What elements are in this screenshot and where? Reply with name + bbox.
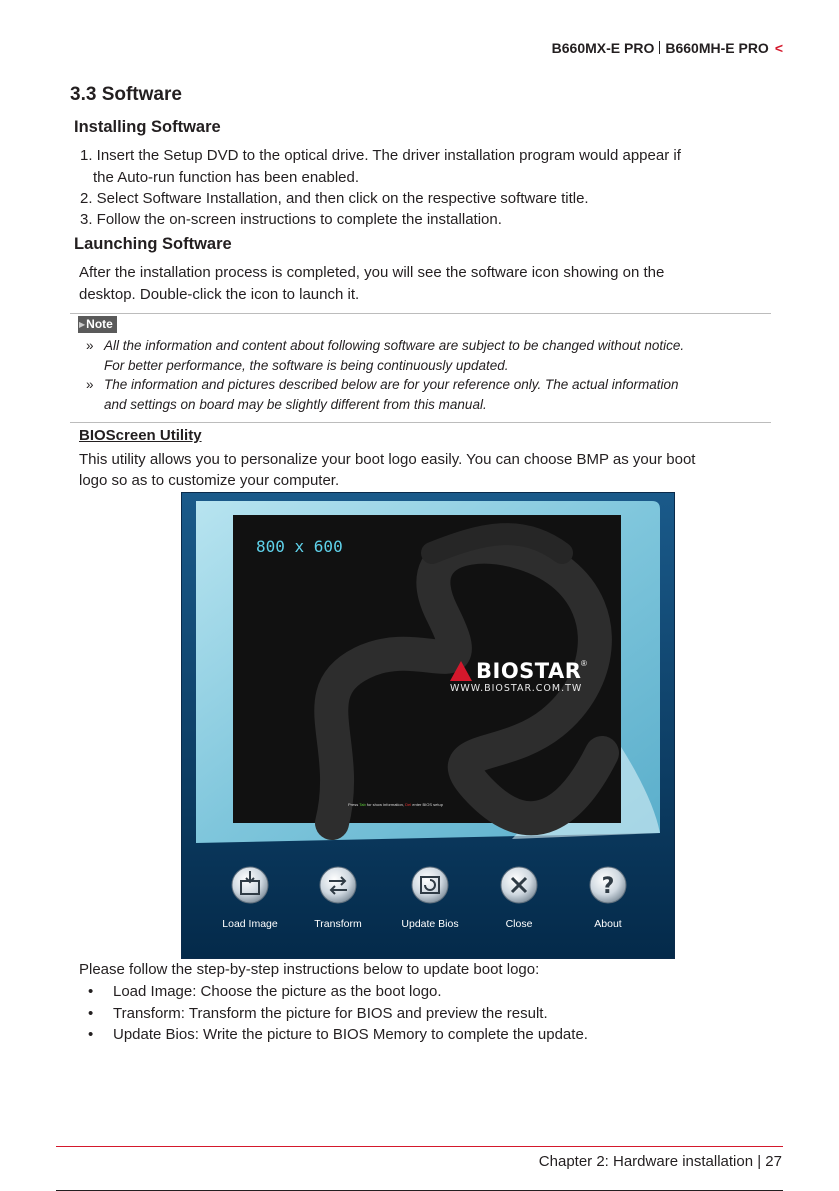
chevron-left-icon: < (774, 40, 783, 56)
note-item-2-line-1: The information and pictures described below are for your reference only. The actual information (104, 377, 679, 392)
installing-software-heading: Installing Software (74, 118, 221, 136)
note-marker: » (86, 377, 94, 392)
launching-text-line-1: After the installation process is completed, you will see the software icon showing on the (79, 264, 665, 281)
install-step-1-cont: the Auto-run function has been enabled. (93, 169, 360, 186)
section-title: 3.3 Software (70, 84, 182, 105)
model-name-left: B660MX-E PRO (551, 40, 655, 56)
update-bios-icon (410, 865, 450, 905)
footer-chapter-page: Chapter 2: Hardware installation | 27 (538, 1153, 782, 1170)
load-image-icon (230, 865, 270, 905)
install-step-3: 3. Follow the on-screen instructions to complete the installation. (80, 211, 502, 228)
biostar-url: WWW.BIOSTAR.COM.TW (450, 683, 583, 694)
load-image-button[interactable] (222, 865, 278, 930)
update-bios-button[interactable] (400, 865, 460, 930)
header-separator (659, 41, 660, 54)
model-name-right: B660MH-E PRO (665, 40, 769, 56)
instruction-item-load-image: • Load Image: Choose the picture as the boot logo. (88, 981, 442, 1003)
transform-icon (318, 865, 358, 905)
bullet-icon: • (88, 1005, 94, 1022)
instruction-item-transform: • Transform: Transform the picture for BIOS and preview the result. (88, 1003, 548, 1025)
note-item-1-line-1: All the information and content about following software are subject to be changed without notice. (104, 338, 685, 353)
install-step-2: 2. Select Software Installation, and then click on the respective software title. (80, 190, 589, 207)
bioscreen-text-line-2: logo so as to customize your computer. (79, 472, 340, 489)
resolution-label: 800 x 600 (256, 537, 343, 556)
launching-text-line-2: desktop. Double-click the icon to launch it. (79, 286, 360, 303)
svg-text:?: ? (601, 874, 615, 899)
bioscreen-utility-screenshot: 800 x 600 BIOSTAR ® WWW.BIOSTAR.COM.TW Press Tab for show information, Del enter BIOS setup Load Image Transform Update Bios Close ? About (181, 492, 675, 959)
bioscreen-text-line-1: This utility allows you to personalize your boot logo easily. You can choose BMP as your boot (79, 451, 696, 468)
about-label: About (594, 918, 622, 930)
load-image-label: Load Image (222, 918, 278, 930)
transform-button[interactable] (310, 865, 366, 930)
close-label: Close (505, 918, 533, 930)
note-item-2 (86, 375, 766, 415)
bullet-icon: • (88, 1026, 94, 1043)
page-header-model (552, 40, 783, 56)
note-item-2-line-2: and settings on board may be slightly different from this manual. (104, 397, 487, 412)
close-button[interactable] (491, 865, 547, 930)
update-bios-label: Update Bios (401, 918, 459, 930)
note-label: ▶Note (78, 316, 117, 333)
triangle-right-icon: ▶ (79, 320, 86, 329)
note-marker: » (86, 338, 94, 353)
about-icon (588, 865, 628, 905)
close-icon (499, 865, 539, 905)
transform-label: Transform (314, 918, 362, 930)
about-button[interactable] (580, 865, 636, 930)
launching-software-heading: Launching Software (74, 235, 232, 253)
instruction-item-update-bios: • Update Bios: Write the picture to BIOS Memory to complete the update. (88, 1024, 588, 1046)
instructions-intro: Please follow the step-by-step instructions below to update boot logo: (79, 961, 540, 978)
install-step-1: 1. Insert the Setup DVD to the optical drive. The driver installation program would appear if (80, 147, 681, 164)
note-top-rule (70, 313, 771, 314)
bullet-icon: • (88, 983, 94, 1000)
boot-hint-text: Press Tab for show information, Del enter BIOS setup (348, 802, 443, 807)
note-bottom-rule (70, 422, 771, 423)
note-item-1-line-2: For better performance, the software is being continuously updated. (104, 358, 509, 373)
footer-rule (56, 1146, 783, 1147)
note-item-1 (86, 336, 766, 376)
bioscreen-utility-heading: BIOScreen Utility (79, 427, 202, 444)
